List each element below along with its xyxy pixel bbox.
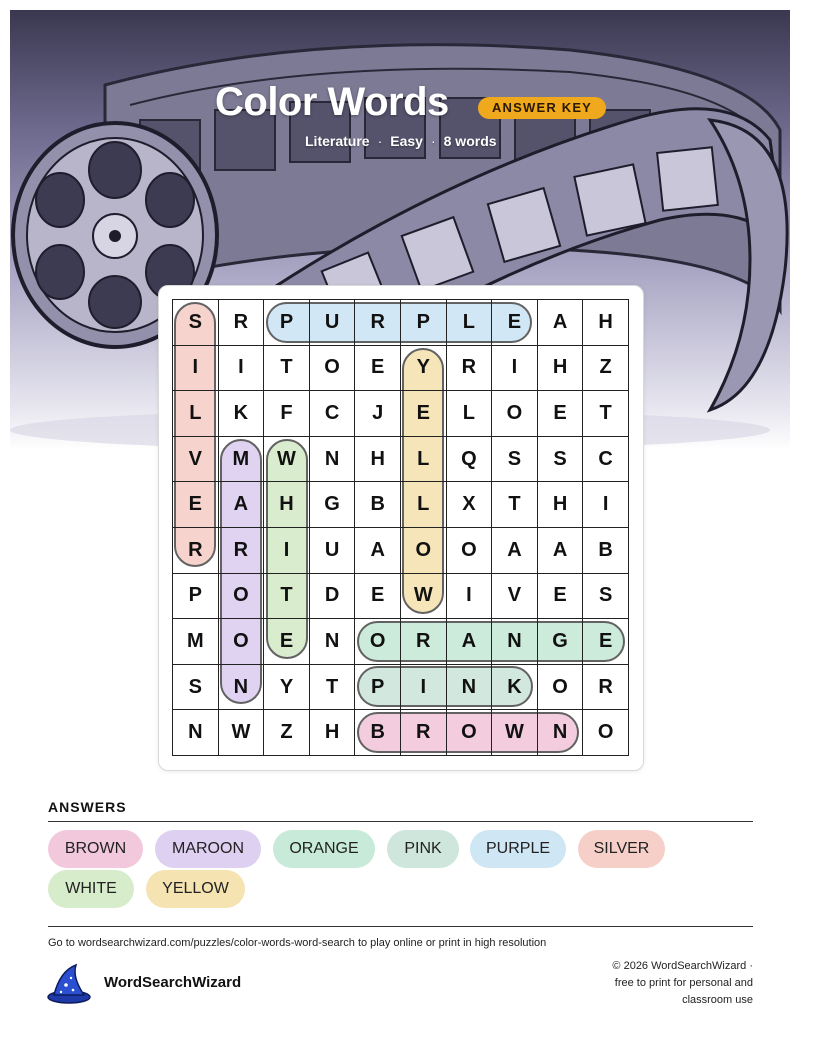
grid-cell: I [219,346,265,392]
answer-pill-white: WHITE [48,870,134,908]
letter-grid [172,299,629,756]
grid-cell: Z [583,346,629,392]
grid-cell: O [492,391,538,437]
wizard-hat-icon [46,963,92,1005]
grid-cell: M [219,437,265,483]
grid-cell: P [355,665,401,711]
grid-cell: W [264,437,310,483]
grid-cell: E [401,391,447,437]
grid-cell: T [264,574,310,620]
grid-cell: U [310,300,356,346]
grid-cell: K [219,391,265,437]
grid-cell: F [264,391,310,437]
grid-cell: W [401,574,447,620]
word-count-label: 8 words [443,133,497,149]
grid-cell: S [173,665,219,711]
grid-cell: Y [401,346,447,392]
grid-cell: R [219,300,265,346]
answer-pill-maroon: MAROON [155,830,261,868]
grid-cell: R [447,346,493,392]
grid-cell: B [355,482,401,528]
grid-cell: I [447,574,493,620]
grid-cell: V [492,574,538,620]
grid-cell: H [583,300,629,346]
grid-cell: L [447,391,493,437]
answer-key-badge: ANSWER KEY [478,97,606,119]
answer-pill-yellow: YELLOW [146,870,245,908]
answer-pill-pink: PINK [387,830,459,868]
grid-cell: A [447,619,493,665]
grid-cell: D [310,574,356,620]
grid-cell: S [538,437,584,483]
grid-cell: I [264,528,310,574]
grid-cell: A [538,300,584,346]
grid-cell: B [583,528,629,574]
grid-cell: E [538,391,584,437]
answer-pill-purple: PURPLE [470,830,566,868]
grid-cell: W [492,710,538,756]
footer-note[interactable]: Go to wordsearchwizard.com/puzzles/color-words-word-search to play online or print in high resolution [48,937,547,949]
brand-name[interactable]: WordSearchWizard [104,974,242,991]
divider [48,926,753,927]
grid-cell: C [310,391,356,437]
grid-cell: R [583,665,629,711]
puzzle-meta [305,133,497,149]
grid-cell: C [583,437,629,483]
grid-cell: A [355,528,401,574]
copyright-line: free to print for personal and [614,977,753,989]
grid-cell: L [401,437,447,483]
grid-cell: P [401,300,447,346]
grid-cell: I [583,482,629,528]
grid-cell: G [310,482,356,528]
grid-cell: O [538,665,584,711]
grid-cell: E [583,619,629,665]
grid-cell: J [355,391,401,437]
grid-cell: L [173,391,219,437]
grid-cell: O [401,528,447,574]
grid-cell: W [219,710,265,756]
grid-cell: H [264,482,310,528]
difficulty-label: Easy [390,133,423,149]
grid-cell: N [310,437,356,483]
grid-cell: I [492,346,538,392]
grid-cell: T [583,391,629,437]
grid-cell: O [447,710,493,756]
grid-cell: N [173,710,219,756]
answer-pill-brown: BROWN [48,830,143,868]
grid-cell: U [310,528,356,574]
grid-cell: E [538,574,584,620]
grid-cell: N [447,665,493,711]
word-search-grid [172,299,628,755]
answer-pill-orange: ORANGE [273,830,375,868]
grid-cell: X [447,482,493,528]
grid-cell: R [401,619,447,665]
copyright-line: classroom use [682,994,753,1006]
grid-cell: H [310,710,356,756]
grid-cell: R [355,300,401,346]
grid-cell: O [355,619,401,665]
grid-cell: E [355,346,401,392]
grid-cell: A [538,528,584,574]
grid-cell: S [492,437,538,483]
grid-cell: T [310,665,356,711]
grid-cell: S [173,300,219,346]
grid-cell: E [264,619,310,665]
grid-cell: R [219,528,265,574]
grid-cell: N [492,619,538,665]
copyright [553,958,753,1009]
grid-cell: O [583,710,629,756]
grid-cell: M [173,619,219,665]
grid-cell: R [401,710,447,756]
grid-cell: E [355,574,401,620]
grid-cell: L [447,300,493,346]
grid-cell: O [219,574,265,620]
grid-cell: N [310,619,356,665]
grid-cell: N [538,710,584,756]
grid-cell: V [173,437,219,483]
grid-cell: K [492,665,538,711]
grid-cell: A [492,528,538,574]
grid-cell: H [355,437,401,483]
answers-heading: ANSWERS [48,799,127,815]
category-label: Literature [305,133,370,149]
grid-cell: B [355,710,401,756]
grid-cell: I [401,665,447,711]
copyright-line: © 2026 WordSearchWizard · [612,960,753,972]
grid-cell: Q [447,437,493,483]
meta-separator: · [377,133,383,149]
grid-cell: H [538,482,584,528]
grid-cell: L [401,482,447,528]
grid-cell: O [219,619,265,665]
answer-pill-silver: SILVER [578,830,665,868]
divider [48,821,753,822]
grid-cell: T [492,482,538,528]
grid-cell: Z [264,710,310,756]
grid-cell: P [264,300,310,346]
page-title: Color Words [215,80,449,124]
grid-cell: Y [264,665,310,711]
grid-cell: R [173,528,219,574]
grid-cell: N [219,665,265,711]
grid-cell: E [173,482,219,528]
grid-cell: I [173,346,219,392]
grid-cell: G [538,619,584,665]
grid-cell: P [173,574,219,620]
grid-cell: H [538,346,584,392]
grid-cell: A [219,482,265,528]
grid-cell: O [447,528,493,574]
grid-cell: E [492,300,538,346]
meta-separator: · [430,133,436,149]
grid-cell: O [310,346,356,392]
grid-cell: T [264,346,310,392]
grid-cell: S [583,574,629,620]
